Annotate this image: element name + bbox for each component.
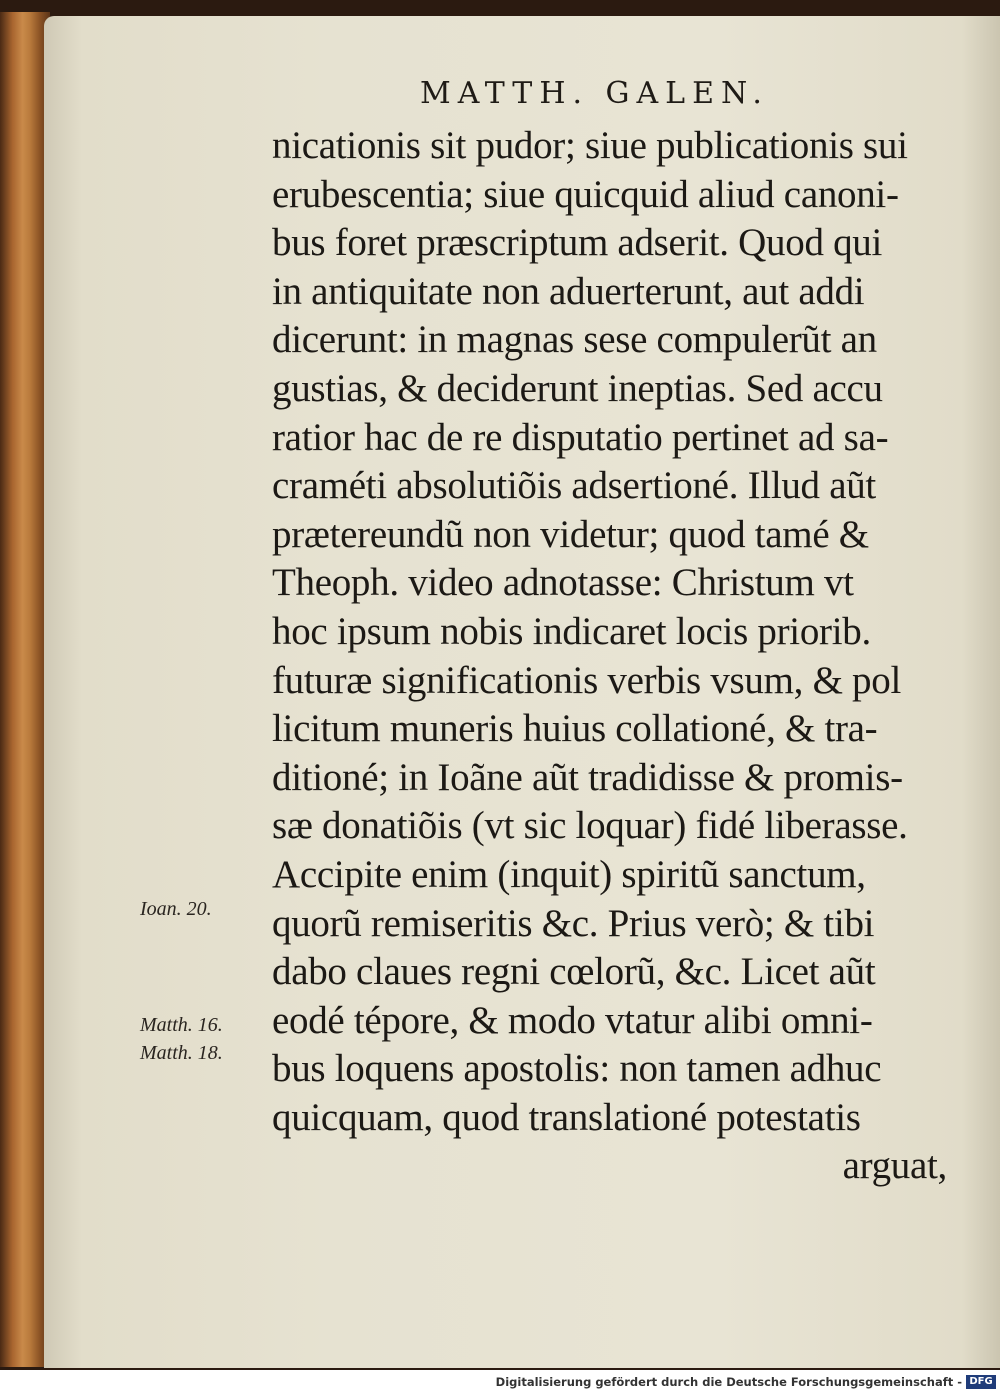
margin-note-matth-16: Matth. 16. bbox=[140, 1014, 223, 1036]
text-line: dabo claues regni cœlorũ, &c. Licet aũt bbox=[272, 950, 876, 994]
text-line: gustias, & deciderunt ineptias. Sed accu bbox=[272, 366, 883, 410]
text-line: ratior hac de re disputatio pertinet ad sa- bbox=[272, 415, 889, 459]
text-line: bus loquens apostolis: non tamen adhuc bbox=[272, 1047, 882, 1091]
text-line: Theoph. video adnotasse: Christum vt bbox=[272, 561, 854, 605]
margin-note-ioan: Ioan. 20. bbox=[140, 898, 212, 920]
footer bbox=[0, 1370, 1000, 1395]
text-line: ditioné; in Ioãne aũt tradidisse & promis- bbox=[272, 755, 903, 799]
text-line: futuræ significationis verbis vsum, & pol bbox=[272, 658, 901, 702]
text-line: nicationis sit pudor; siue publicationis sui bbox=[272, 124, 908, 167]
running-head: MATTH. GALEN. bbox=[420, 76, 769, 111]
text-line: licitum muneris huius collationé, & tra- bbox=[272, 707, 878, 751]
text-line: eodé tépore, & modo vtatur alibi omni- bbox=[272, 998, 873, 1042]
text-line: erubescentia; siue quicquid aliud canoni- bbox=[272, 172, 899, 216]
catchword: arguat, bbox=[842, 1144, 947, 1188]
text-line: hoc ipsum nobis indicaret locis priorib. bbox=[272, 609, 871, 653]
dfg-logo: DFG bbox=[966, 1375, 996, 1389]
margin-note-matth-18: Matth. 18. bbox=[140, 1042, 223, 1064]
text-line: dicerunt: in magnas sese compulerũt an bbox=[272, 318, 877, 362]
text-line: prætereundũ non videtur; quod tamé & bbox=[272, 512, 869, 556]
text-line: bus foret præscriptum adserit. Quod qui bbox=[272, 221, 883, 265]
text-line: quorũ remiseritis &c. Prius verò; & tibi bbox=[272, 901, 875, 945]
funding-credit: Digitalisierung gefördert durch die Deutsche Forschungsgemeinschaft - bbox=[495, 1375, 962, 1389]
body-text bbox=[272, 122, 972, 1191]
text-line: in antiquitate non aduerterunt, aut addi bbox=[272, 269, 865, 313]
text-line: Accipite enim (inquit) spiritũ sanctum, bbox=[272, 852, 866, 896]
text-line: quicquam, quod translationé potestatis bbox=[272, 1095, 861, 1139]
book-edge bbox=[0, 12, 50, 1367]
text-line: sæ donatiõis (vt sic loquar) fidé liberasse. bbox=[272, 804, 908, 848]
text-line: craméti absolutiõis adsertioné. Illud aũt bbox=[272, 464, 876, 508]
